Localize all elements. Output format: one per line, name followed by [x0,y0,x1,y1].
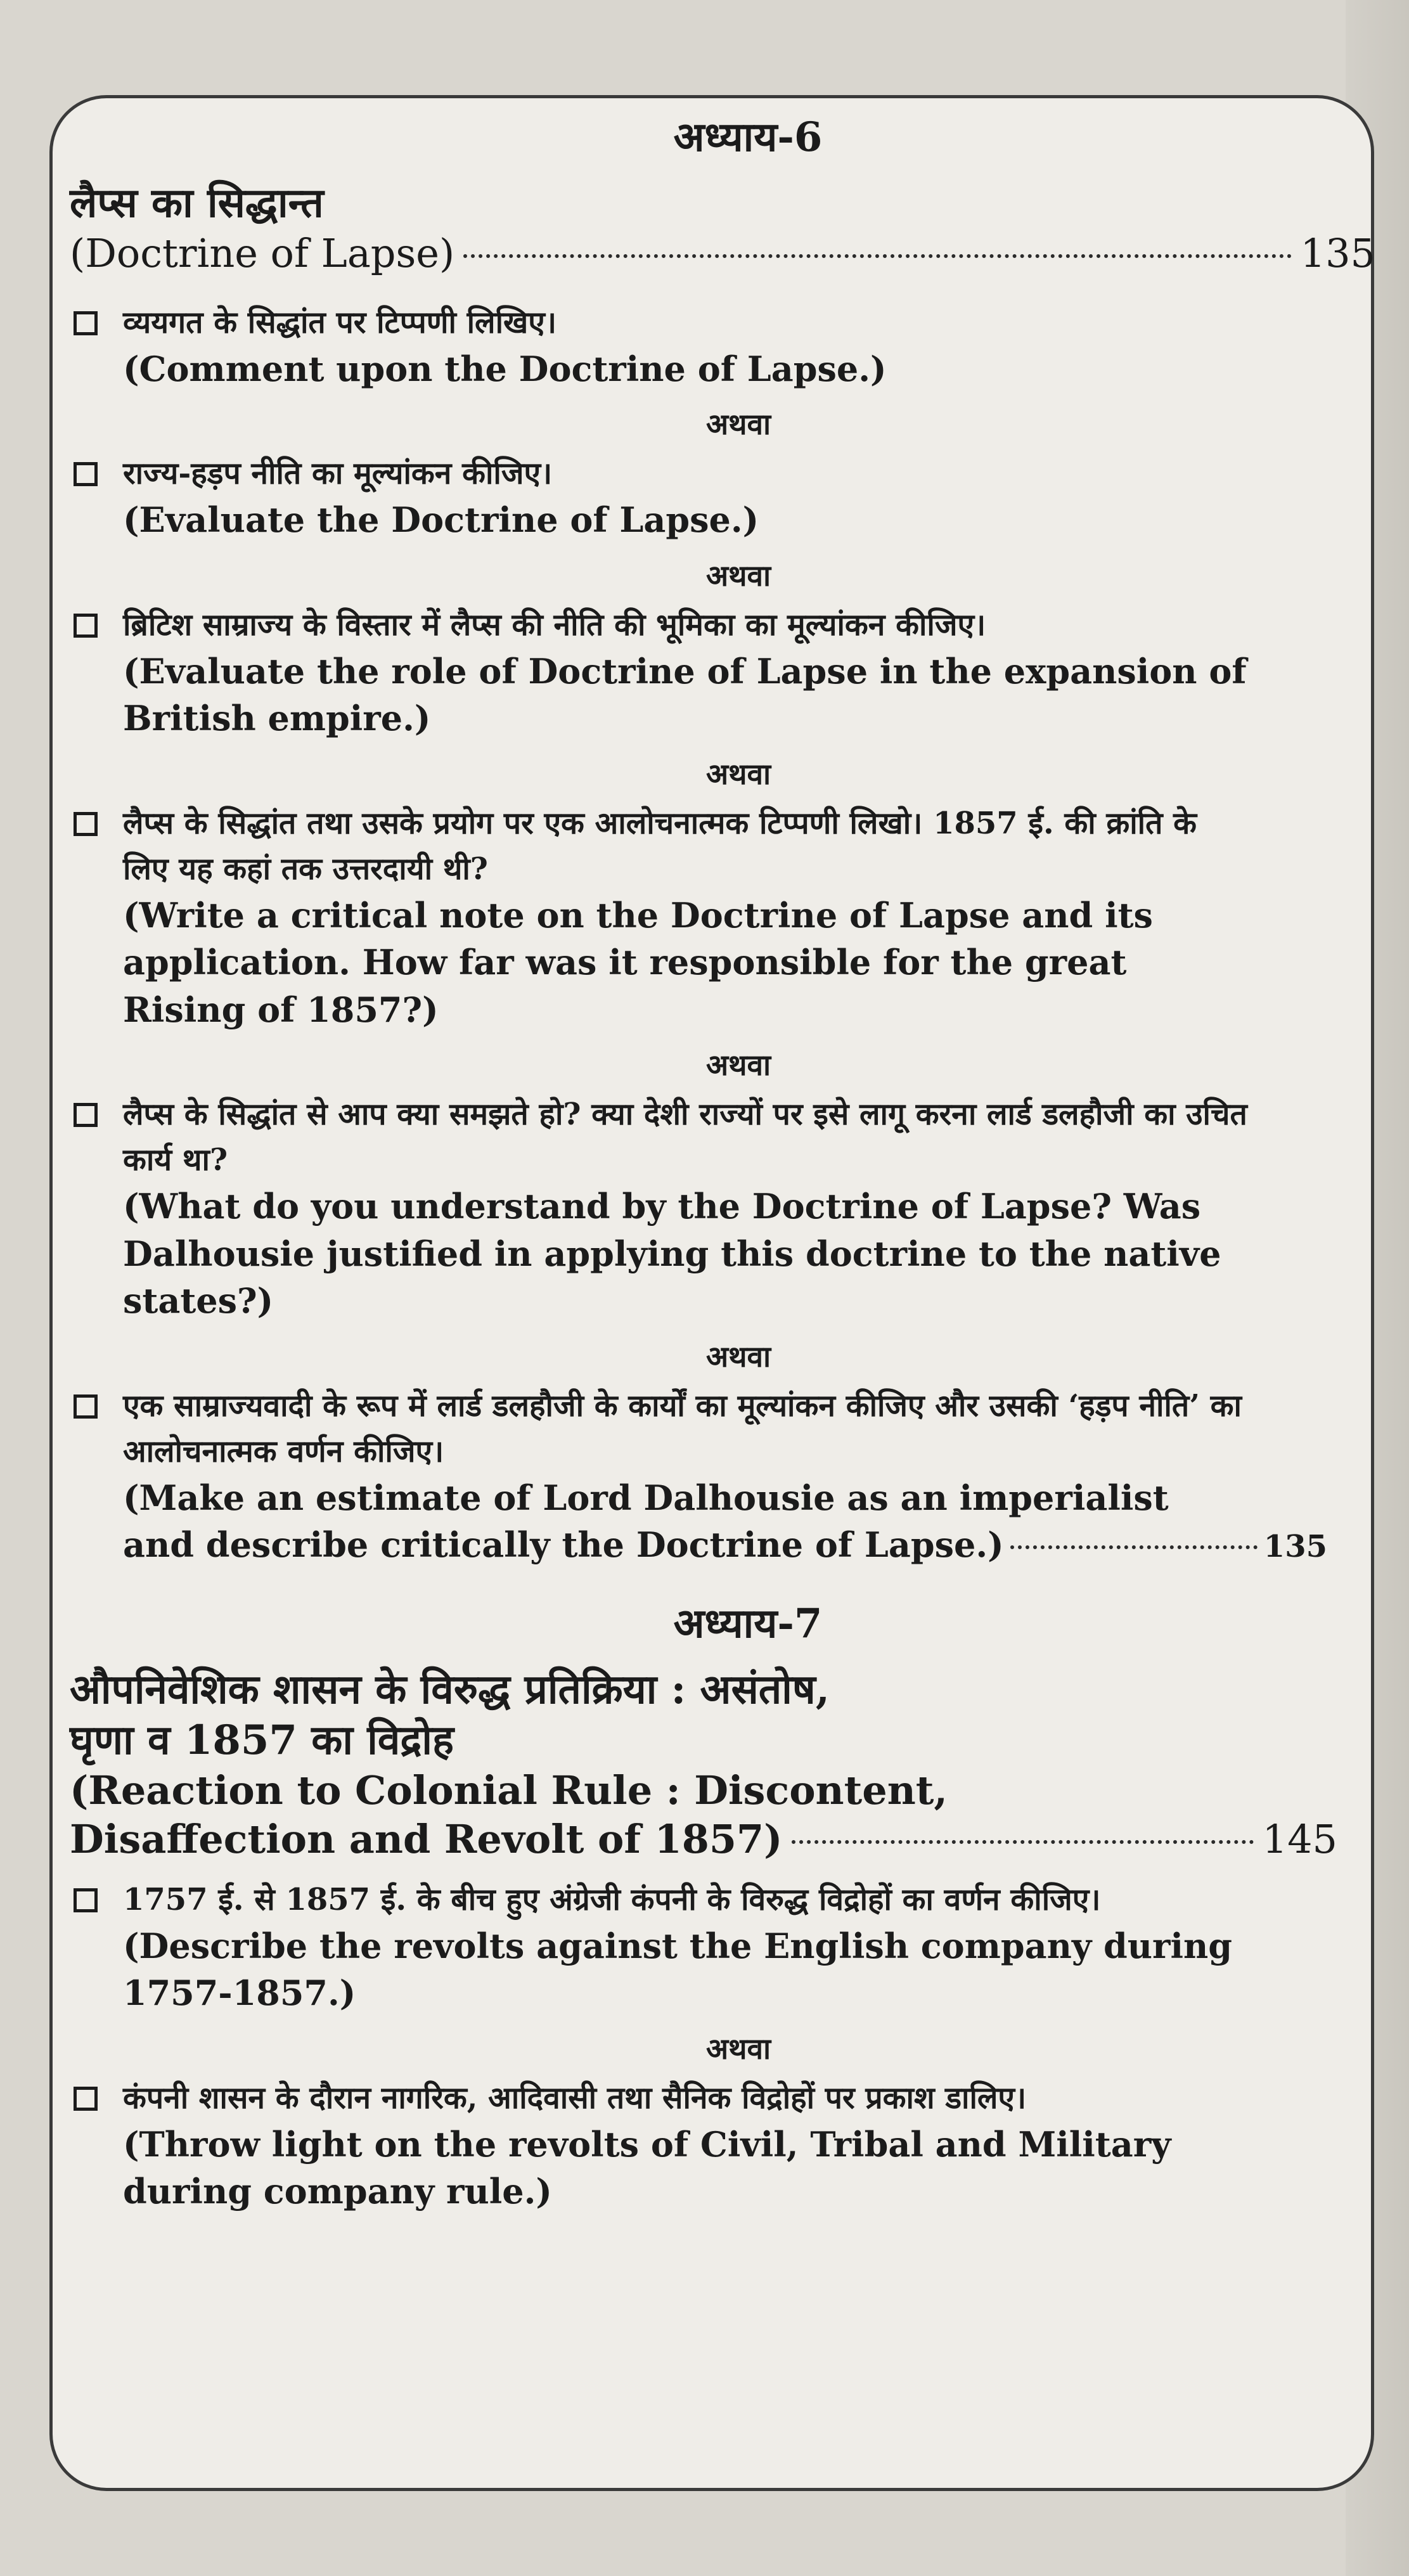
question-hindi: ब्रिटिश साम्राज्य के विस्तार में लैप्स की नीति की भूमिका का मूल्यांकन कीजिए। [123,607,986,643]
question-english: (Throw light on the revolts of Civil, Tribal and Military during company rule.) [123,2123,1171,2212]
question-item [70,2075,1375,2215]
question-hindi: कंपनी शासन के दौरान नागरिक, आदिवासी तथा सैनिक विद्रोहों पर प्रकाश डालिए। [123,2080,1027,2116]
checkbox-icon [74,812,98,836]
question-english: (Evaluate the Doctrine of Lapse.) [123,499,759,541]
question-item [70,1383,1375,1569]
or-separator: अथवा [705,1048,771,1083]
chapter-6-page-number: 135 [1300,230,1375,276]
question-hindi: राज्य-हड़प नीति का मूल्यांकन कीजिए। [123,456,553,492]
toc-content [70,108,1375,2215]
question-english: (Write a critical note on the Doctrine of Lapse and its application. How far was it responsible for the great Rising of 1857?) [123,894,1153,1030]
or-separator: अथवा [705,558,771,593]
chapter-7-page-number: 145 [1262,1816,1337,1863]
question-english: (Make an estimate of Lord Dalhousie as an imperialist [123,1477,1169,1518]
checkbox-icon [74,462,98,486]
leader-dots [1010,1545,1258,1549]
question-english: (What do you understand by the Doctrine of Lapse? Was Dalhousie justified in applying this doctrine to the native states?) [123,1186,1221,1322]
checkbox-icon [74,311,98,335]
chapter-6-toc-line[interactable] [70,229,1375,278]
checkbox-icon [74,1394,98,1419]
question-item [70,300,1375,393]
question-hindi: लैप्स के सिद्धांत तथा उसके प्रयोग पर एक आलोचनात्मक टिप्पणी लिखो। 1857 ई. की क्रांति के लिए यह कहां तक उत्तरदायी थी? [123,805,1197,887]
question-hindi: व्ययगत के सिद्धांत पर टिप्पणी लिखिए। [123,304,557,340]
or-separator: अथवा [705,756,771,791]
chapter-7-heading: अध्याय-7 [673,1599,823,1647]
leader-dots [463,254,1291,258]
question-item [70,801,1375,1034]
question-hindi: एक साम्राज्यवादी के रूप में लार्ड डलहौजी के कार्यों का मूल्यांकन कीजिए और उसकी ‘हड़प नीति’ का आलोचनात्मक वर्णन कीजिए। [123,1388,1242,1469]
checkbox-icon [74,614,98,638]
question-english-toc-line[interactable] [123,1521,1327,1569]
chapter-7-title-english-2: Disaffection and Revolt of 1857) [70,1816,783,1863]
question-hindi: लैप्स के सिद्धांत से आप क्या समझते हो? क्या देशी राज्यों पर इसे लागू करना लार्ड डलहौजी का उचित कार्य था? [123,1097,1247,1178]
question-english-end: and describe critically the Doctrine of Lapse.) [123,1524,1004,1566]
question-hindi: 1757 ई. से 1857 ई. के बीच हुए अंग्रेजी कंपनी के विरुद्ध विद्रोहों का वर्णन कीजिए। [123,1881,1101,1917]
question-item [70,602,1375,742]
chapter-6-heading: अध्याय-6 [673,113,823,161]
question-item [70,451,1375,544]
chapter-7-title-english-1: (Reaction to Colonial Rule : Discontent, [70,1767,948,1813]
checkbox-icon [74,1888,98,1912]
question-item [70,1092,1375,1325]
question-english: (Comment upon the Doctrine of Lapse.) [123,348,887,389]
question-item [70,1877,1375,2017]
checkbox-icon [74,1103,98,1127]
leader-dots [792,1840,1254,1844]
chapter-7-title-hindi-1: औपनिवेशिक शासन के विरुद्ध प्रतिक्रिया : असंतोष, [70,1665,830,1713]
question-page-number: 135 [1263,1529,1327,1565]
question-english: (Describe the revolts against the English company during 1757-1857.) [123,1925,1233,2014]
question-english: (Evaluate the role of Doctrine of Lapse in the expansion of British empire.) [123,650,1247,739]
or-separator: अथवा [705,1339,771,1374]
chapter-7-toc-line[interactable] [70,1815,1337,1864]
chapter-7-title-hindi-2: घृणा व 1857 का विद्रोह [70,1716,454,1764]
chapter-6-title-english: (Doctrine of Lapse) [70,230,455,276]
checkbox-icon [74,2087,98,2111]
or-separator: अथवा [705,2031,771,2066]
chapter-6-title-hindi: लैप्स का सिद्धान्त [70,179,324,227]
or-separator: अथवा [705,407,771,442]
